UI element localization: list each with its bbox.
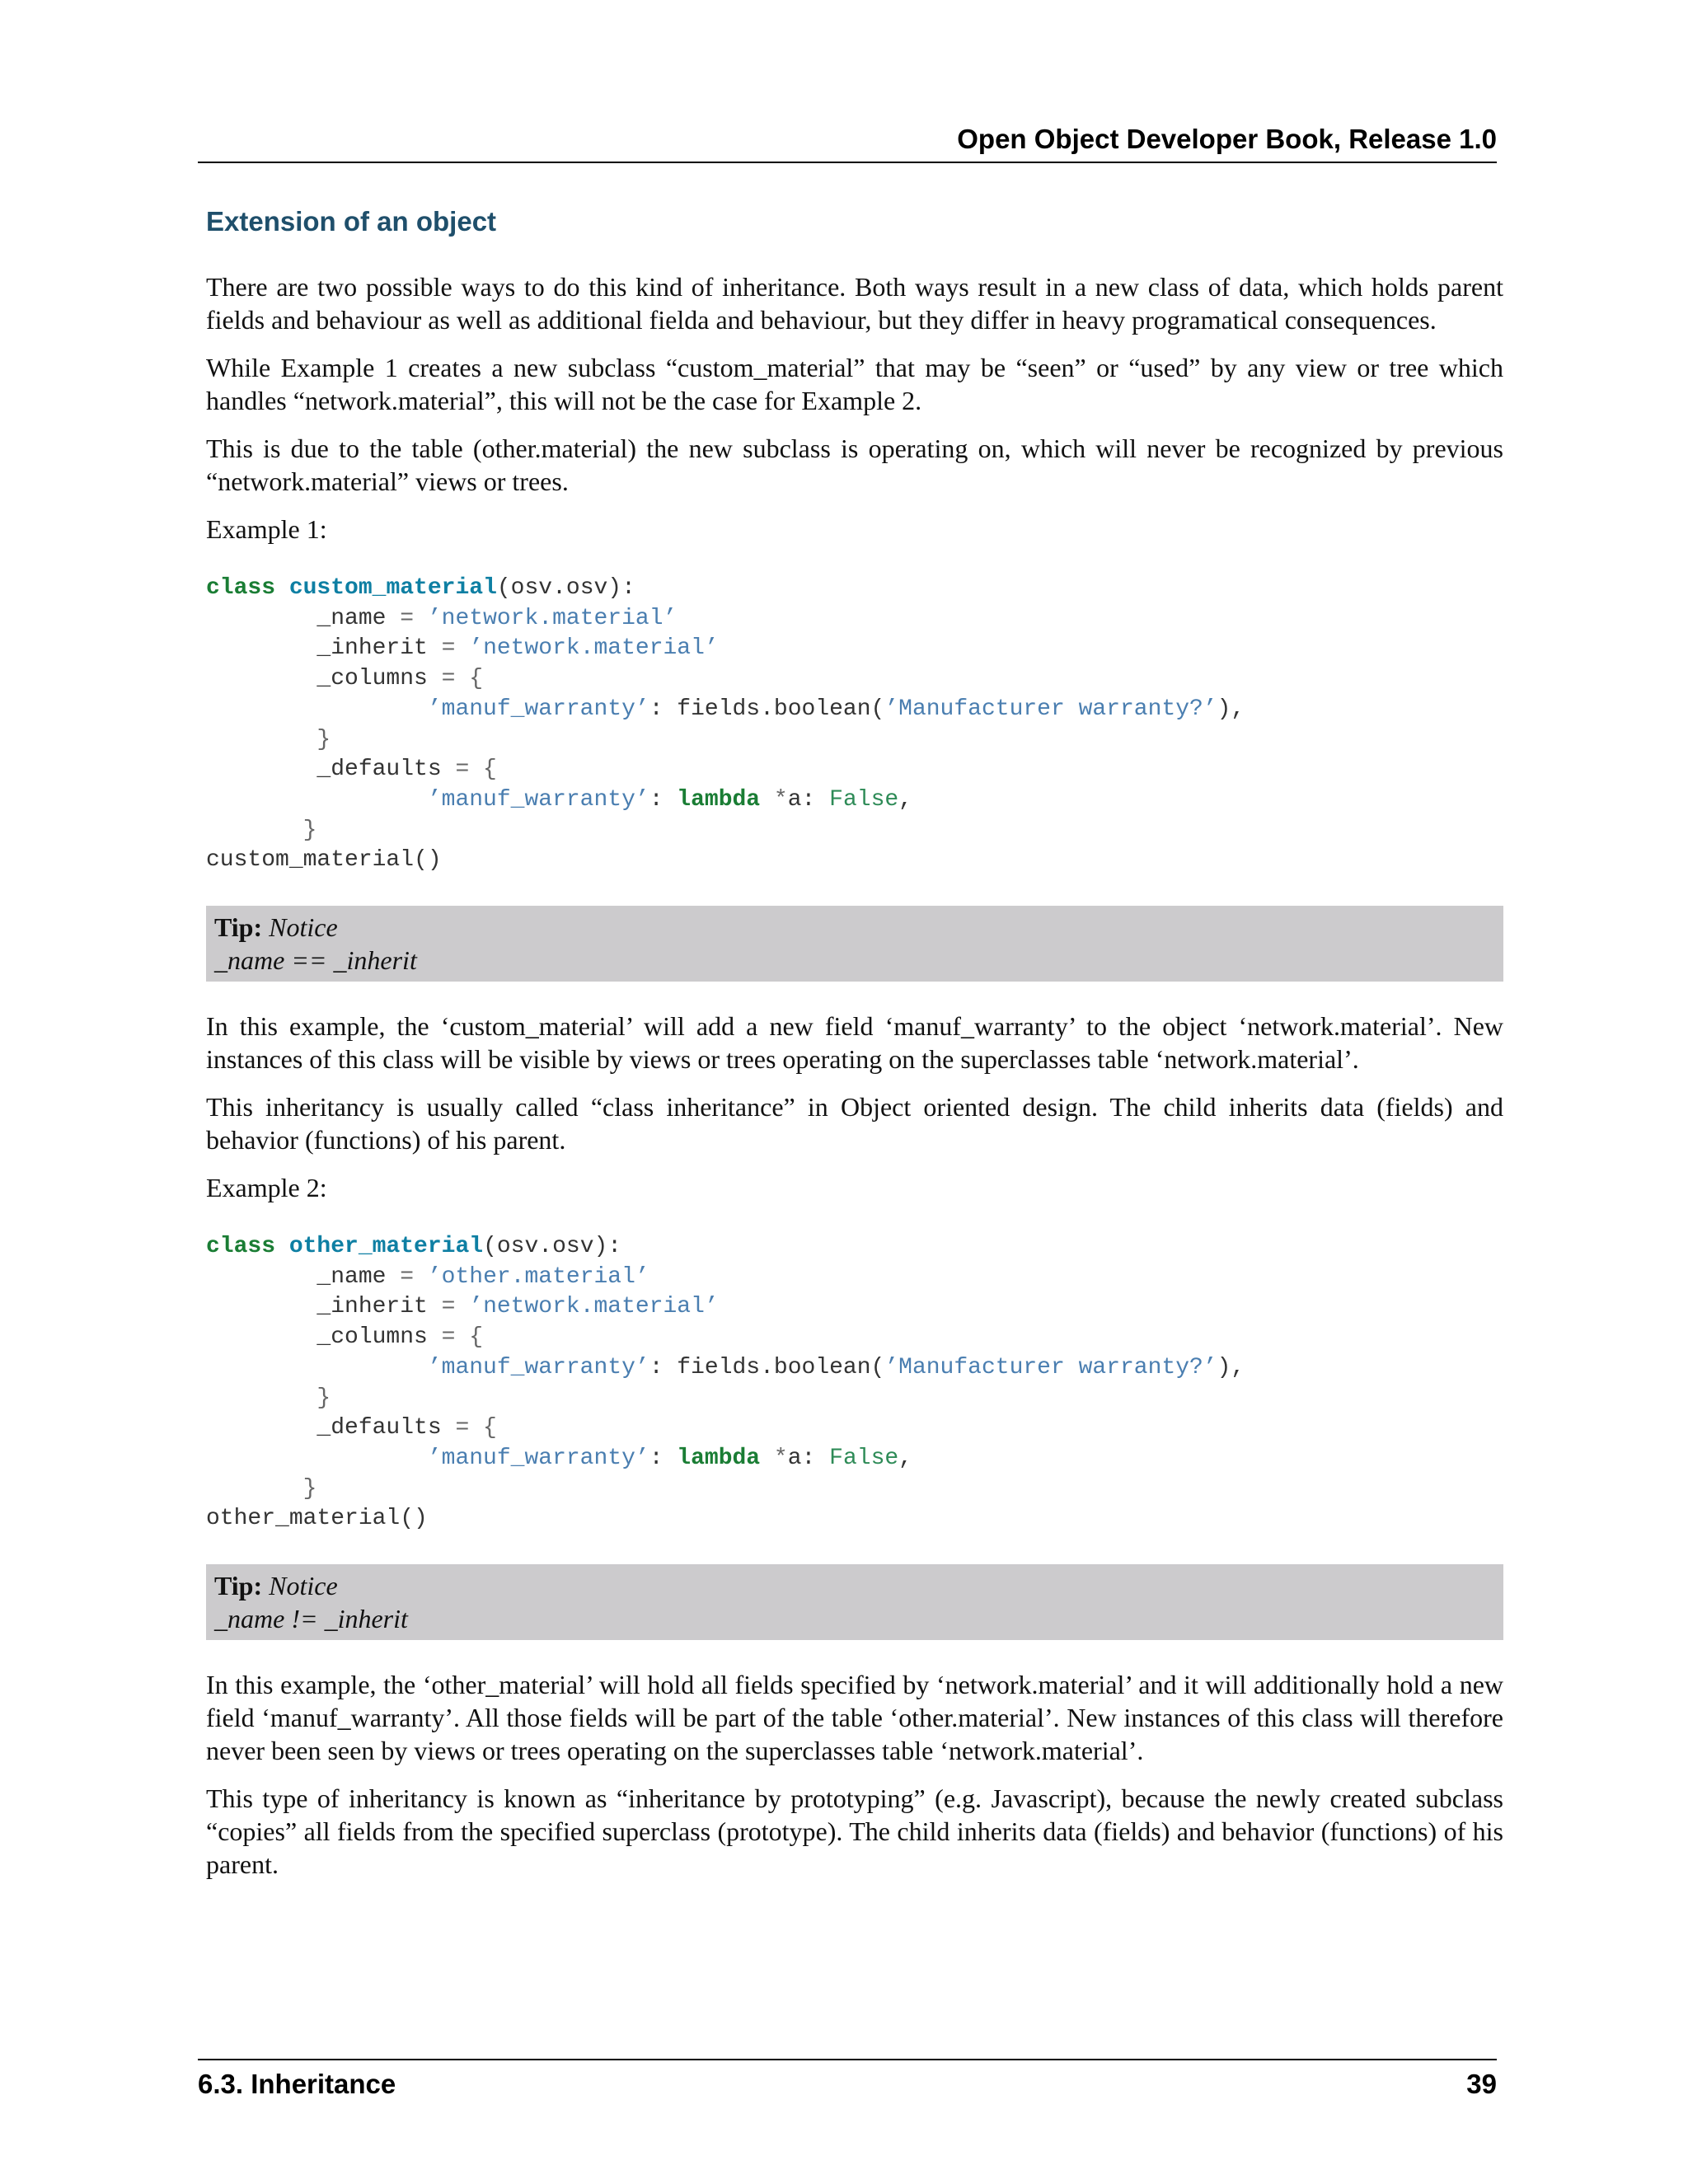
code-text: other_material() [206, 1506, 428, 1532]
code-operator: = [400, 605, 428, 631]
footer-rule [198, 2059, 1497, 2060]
running-header: Open Object Developer Book, Release 1.0 [957, 124, 1497, 154]
code-constant: False [829, 1445, 899, 1471]
code-text: custom_material() [206, 847, 442, 874]
code-string: ’manuf_warranty’ [427, 1354, 649, 1380]
code-text: : fields.boolean( [649, 696, 885, 722]
code-block-example-1 [206, 574, 1503, 876]
code-string: ’network.material’ [427, 605, 678, 631]
code-text: } [206, 1385, 331, 1411]
code-text: _defaults [206, 1415, 456, 1441]
code-operator: * [760, 1445, 788, 1471]
tip-title: Notice [269, 912, 338, 943]
code-string: ’manuf_warranty’ [427, 696, 649, 722]
code-text: _inherit [206, 635, 442, 662]
code-keyword: lambda [677, 786, 761, 813]
tip-content: _name != _inherit [214, 1604, 408, 1634]
code-text: } [206, 817, 317, 843]
code-text: ), [1217, 1354, 1245, 1380]
paragraph-table-note: This is due to the table (other.material) the new subclass is operating on, which will never be recognized by previous “network.material” views or trees. [206, 434, 1503, 496]
code-text: a: [787, 786, 830, 813]
tip-content: _name == _inherit [214, 945, 417, 976]
content-body [206, 270, 1503, 1896]
code-base: (osv.osv): [483, 1234, 622, 1260]
tip-title: Notice [269, 1571, 338, 1601]
code-text: _columns [206, 1324, 442, 1351]
code-string: ’Manufacturer warranty?’ [884, 1354, 1217, 1380]
code-operator: = { [455, 757, 497, 783]
code-string: ’network.material’ [469, 1294, 719, 1320]
section-title: Extension of an object [206, 206, 497, 237]
code-text [206, 696, 428, 722]
paragraph-example-comparison: While Example 1 creates a new subclass “custom_material” that may be “seen” or “used” by any view or tree which handles “network.material”, this will not be the case for Example 2. [206, 353, 1503, 415]
tip-box-1 [206, 906, 1503, 982]
paragraph-class-inheritance: This inheritancy is usually called “class inheritance” in Object oriented design. The child inherits data (fields) and behavior (functions) of his parent. [206, 1092, 1503, 1155]
code-text: _name [206, 1263, 401, 1290]
code-operator: = { [441, 1324, 484, 1351]
code-text: : fields.boolean( [649, 1354, 885, 1380]
header-rule [198, 162, 1497, 163]
code-text: ), [1217, 696, 1245, 722]
code-operator: = { [441, 666, 484, 692]
code-operator: = [400, 1263, 428, 1290]
code-base: (osv.osv): [496, 575, 635, 601]
footer-section-title: 6.3. Inheritance [198, 2069, 396, 2099]
code-text: } [206, 726, 331, 752]
code-class-name: custom_material [288, 575, 497, 601]
code-operator: * [760, 786, 788, 813]
code-text: _name [206, 605, 401, 631]
code-text: _columns [206, 666, 442, 692]
page-number: 39 [1466, 2069, 1497, 2099]
code-keyword: class [206, 1234, 276, 1260]
code-operator: = [441, 635, 470, 662]
code-text: _defaults [206, 757, 456, 783]
code-text: _inherit [206, 1294, 442, 1320]
code-string: ’network.material’ [469, 635, 719, 662]
code-string: ’other.material’ [427, 1263, 649, 1290]
code-text: , [898, 1445, 912, 1471]
example-2-label: Example 2: [206, 1173, 327, 1203]
paragraph-prototype-inheritance: This type of inheritancy is known as “inheritance by prototyping” (e.g. Javascript), because the newly created subclass “copies” all fields from the specified superclass (prototype). The child inherits data (fields) and behavior (functions) of his parent. [206, 1783, 1503, 1880]
tip-label: Tip: [214, 1571, 263, 1601]
code-constant: False [829, 786, 899, 813]
code-text [206, 1355, 428, 1380]
paragraph-example-2-explanation: In this example, the ‘other_material’ will hold all fields specified by ‘network.material’ and it will additionally hold a new field ‘manuf_warranty’. All those fields will be part of the table ‘other.material’. New instances of this class will therefore never been seen by views or trees operating on the superclasses table ‘network.material’. [206, 1670, 1503, 1766]
code-text: : [649, 786, 678, 813]
code-text [206, 787, 428, 813]
paragraph-example-1-explanation: In this example, the ‘custom_material’ will add a new field ‘manuf_warranty’ to the object ‘network.material’. New instances of this class will be visible by views or trees operating on the superclasses table ‘network.material’. [206, 1011, 1503, 1075]
code-operator: = { [455, 1415, 497, 1441]
tip-box-2 [206, 1564, 1503, 1640]
code-text [206, 1446, 428, 1471]
code-keyword: class [206, 575, 276, 601]
example-1-label: Example 1: [206, 514, 327, 544]
code-string: ’Manufacturer warranty?’ [884, 696, 1217, 722]
code-class-name: other_material [288, 1234, 484, 1260]
paragraph-intro: There are two possible ways to do this kind of inheritance. Both ways result in a new class of data, which holds parent fields and behaviour as well as additional fielda and behaviour, but they differ in heavy programatical consequences. [206, 272, 1503, 335]
code-keyword: lambda [677, 1445, 761, 1471]
tip-label: Tip: [214, 912, 263, 943]
code-block-example-2 [206, 1232, 1503, 1535]
code-text: } [206, 1475, 317, 1502]
code-string: ’manuf_warranty’ [427, 1445, 649, 1471]
code-string: ’manuf_warranty’ [427, 786, 649, 813]
code-text: : [649, 1445, 678, 1471]
code-text: a: [787, 1445, 830, 1471]
code-operator: = [441, 1294, 470, 1320]
code-text: , [898, 786, 912, 813]
